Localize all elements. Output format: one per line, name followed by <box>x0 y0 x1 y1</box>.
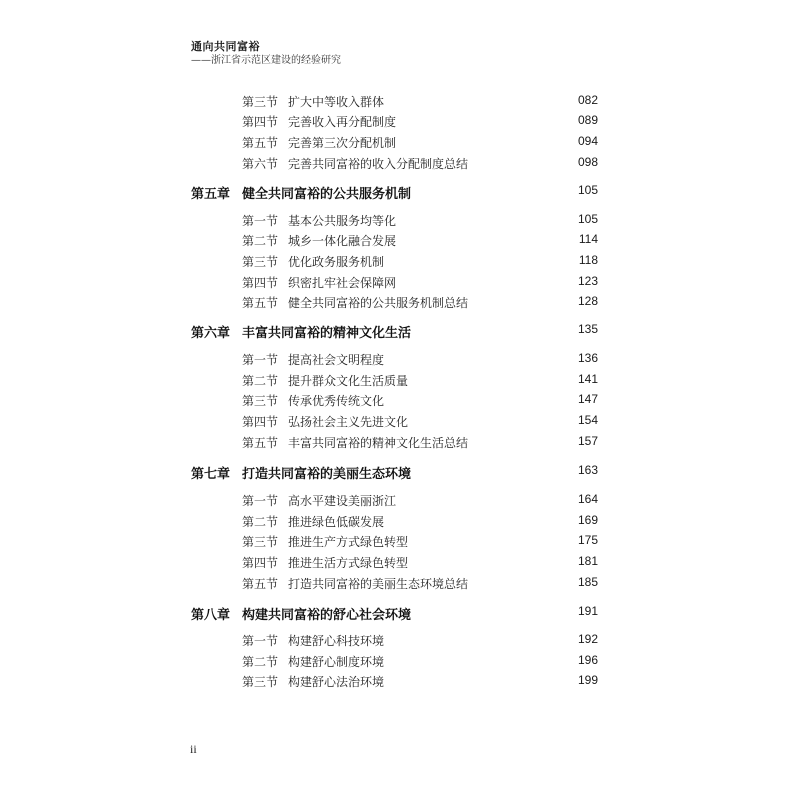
page-ref: 154 <box>577 413 598 427</box>
page-ref: 136 <box>577 351 598 365</box>
page-number: ii <box>190 742 197 756</box>
section-number: 第五节 <box>242 136 279 150</box>
section-title: 完善共同富裕的收入分配制度总结 <box>288 157 469 171</box>
section-number: 第二节 <box>242 374 279 388</box>
section-title: 完善第三次分配机制 <box>288 136 397 150</box>
toc-section-row[interactable] <box>0 632 800 652</box>
section-number: 第五节 <box>242 436 279 450</box>
section-title: 推进生产方式绿色转型 <box>288 535 409 549</box>
section-number: 第四节 <box>242 115 279 129</box>
chapter-number: 第七章 <box>191 467 231 482</box>
page-ref: 185 <box>577 575 598 589</box>
chapter-title: 打造共同富裕的美丽生态环境 <box>242 467 412 482</box>
page-ref: 105 <box>577 212 598 226</box>
section-title: 丰富共同富裕的精神文化生活总结 <box>288 436 469 450</box>
section-number: 第一节 <box>242 353 279 367</box>
section-title: 弘扬社会主义先进文化 <box>288 415 409 429</box>
section-number: 第三节 <box>242 255 279 269</box>
section-number: 第四节 <box>242 556 279 570</box>
toc-section-row[interactable] <box>0 232 800 252</box>
toc-section-row[interactable] <box>0 253 800 273</box>
page-ref: 192 <box>577 632 598 646</box>
section-number: 第一节 <box>242 494 279 508</box>
section-number: 第六节 <box>242 157 279 171</box>
chapter-title: 丰富共同富裕的精神文化生活 <box>242 326 412 341</box>
toc-section-row[interactable] <box>0 492 800 512</box>
section-title: 健全共同富裕的公共服务机制总结 <box>288 296 469 310</box>
page-ref: 098 <box>577 155 598 169</box>
page-ref: 135 <box>577 322 598 336</box>
toc-chapter-row[interactable] <box>0 463 800 483</box>
toc-section-row[interactable] <box>0 113 800 133</box>
section-title: 提升群众文化生活质量 <box>288 374 409 388</box>
chapter-number: 第八章 <box>191 608 231 623</box>
page-ref: 191 <box>577 604 598 618</box>
page-ref: 123 <box>577 274 598 288</box>
section-title: 传承优秀传统文化 <box>288 394 385 408</box>
toc-section-row[interactable] <box>0 434 800 454</box>
page-ref: 169 <box>577 513 598 527</box>
toc-section-row[interactable] <box>0 134 800 154</box>
section-title: 完善收入再分配制度 <box>288 115 397 129</box>
page-ref: 082 <box>577 93 598 107</box>
section-title: 打造共同富裕的美丽生态环境总结 <box>288 577 469 591</box>
page-ref: 094 <box>577 134 598 148</box>
section-number: 第二节 <box>242 234 279 248</box>
toc-section-row[interactable] <box>0 392 800 412</box>
toc-section-row[interactable] <box>0 274 800 294</box>
section-title: 提高社会文明程度 <box>288 353 385 367</box>
section-number: 第一节 <box>242 634 279 648</box>
page-ref: 128 <box>577 294 598 308</box>
page-ref: 175 <box>577 533 598 547</box>
section-title: 优化政务服务机制 <box>288 255 385 269</box>
page-ref: 157 <box>577 434 598 448</box>
section-number: 第三节 <box>242 95 279 109</box>
section-number: 第三节 <box>242 675 279 689</box>
toc-section-row[interactable] <box>0 554 800 574</box>
section-title: 城乡一体化融合发展 <box>288 234 397 248</box>
toc-chapter-row[interactable] <box>0 183 800 203</box>
section-number: 第四节 <box>242 276 279 290</box>
toc-section-row[interactable] <box>0 653 800 673</box>
toc-section-row[interactable] <box>0 372 800 392</box>
section-number: 第三节 <box>242 394 279 408</box>
page-ref: 164 <box>577 492 598 506</box>
toc-section-row[interactable] <box>0 413 800 433</box>
toc-section-row[interactable] <box>0 93 800 113</box>
toc-section-row[interactable] <box>0 155 800 175</box>
chapter-title: 构建共同富裕的舒心社会环境 <box>242 608 412 623</box>
toc-section-row[interactable] <box>0 351 800 371</box>
page-ref: 163 <box>577 463 598 477</box>
page-ref: 147 <box>577 392 598 406</box>
section-number: 第一节 <box>242 214 279 228</box>
toc-section-row[interactable] <box>0 673 800 693</box>
section-title: 扩大中等收入群体 <box>288 95 385 109</box>
toc-section-row[interactable] <box>0 533 800 553</box>
page-ref: 199 <box>577 673 598 687</box>
toc-section-row[interactable] <box>0 513 800 533</box>
page-ref: 181 <box>577 554 598 568</box>
toc-section-row[interactable] <box>0 575 800 595</box>
section-title: 构建舒心法治环境 <box>288 675 385 689</box>
page-ref: 114 <box>578 232 598 246</box>
toc-section-row[interactable] <box>0 212 800 232</box>
chapter-title: 健全共同富裕的公共服务机制 <box>242 187 412 202</box>
section-title: 基本公共服务均等化 <box>288 214 397 228</box>
page-ref: 089 <box>577 113 598 127</box>
page-ref: 141 <box>577 372 598 386</box>
section-title: 构建舒心科技环境 <box>288 634 385 648</box>
section-number: 第三节 <box>242 535 279 549</box>
section-number: 第五节 <box>242 577 279 591</box>
section-title: 推进生活方式绿色转型 <box>288 556 409 570</box>
toc-chapter-row[interactable] <box>0 322 800 342</box>
section-title: 构建舒心制度环境 <box>288 655 385 669</box>
section-number: 第二节 <box>242 655 279 669</box>
page-ref: 118 <box>578 253 598 267</box>
page-ref: 196 <box>577 653 598 667</box>
section-title: 高水平建设美丽浙江 <box>288 494 397 508</box>
section-title: 织密扎牢社会保障网 <box>288 276 397 290</box>
section-number: 第二节 <box>242 515 279 529</box>
toc-chapter-row[interactable] <box>0 604 800 624</box>
chapter-number: 第五章 <box>191 187 231 202</box>
section-number: 第五节 <box>242 296 279 310</box>
page-ref: 105 <box>577 183 598 197</box>
toc-section-row[interactable] <box>0 294 800 314</box>
book-title: 通向共同富裕 <box>191 40 260 53</box>
section-title: 推进绿色低碳发展 <box>288 515 385 529</box>
chapter-number: 第六章 <box>191 326 231 341</box>
book-subtitle: ——浙江省示范区建设的经验研究 <box>191 55 341 66</box>
section-number: 第四节 <box>242 415 279 429</box>
